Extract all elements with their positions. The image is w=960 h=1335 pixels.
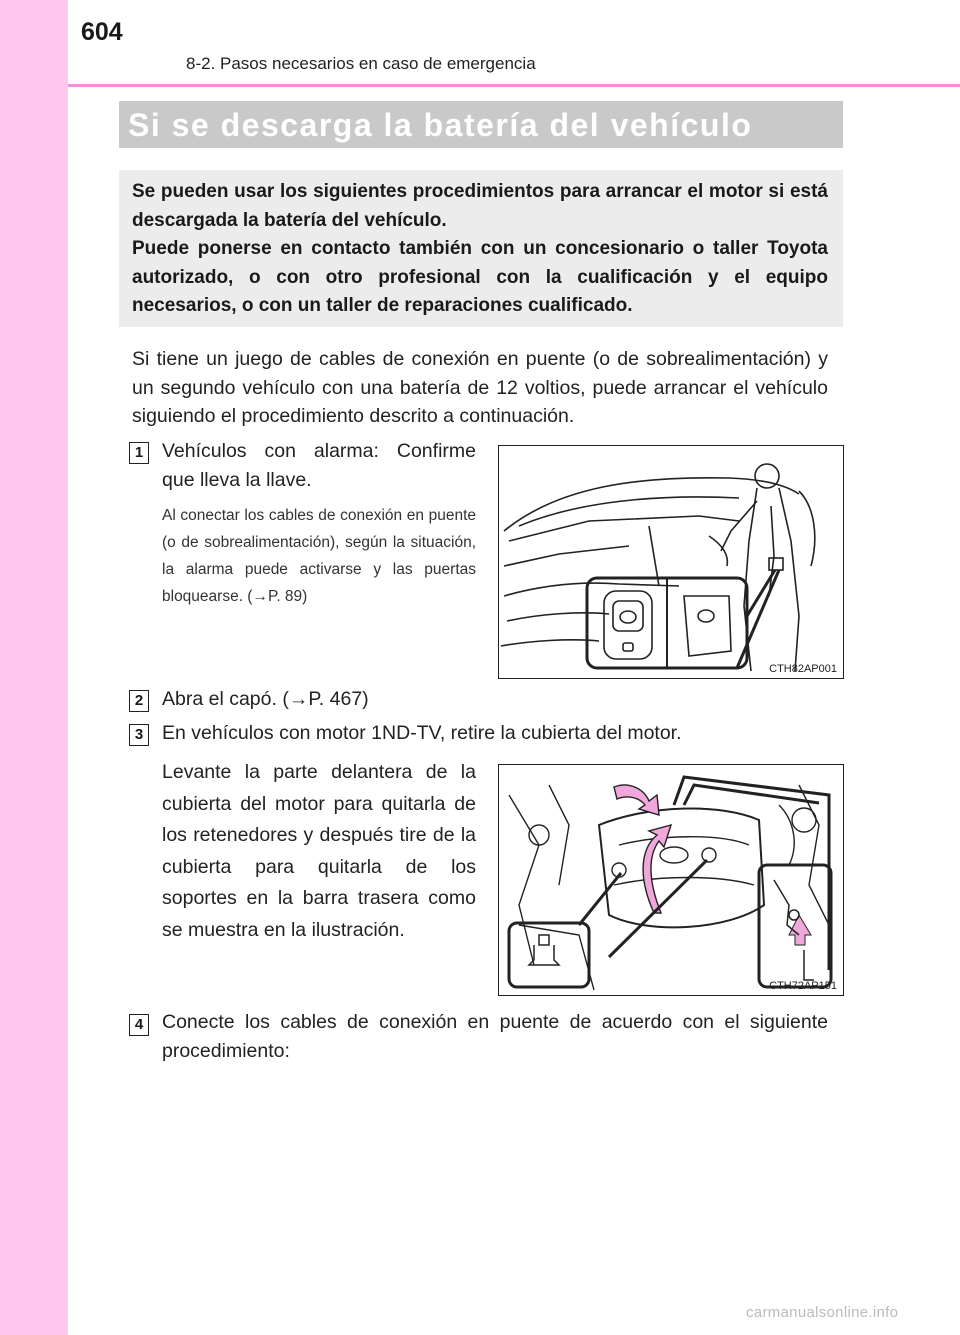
side-color-strip bbox=[0, 0, 68, 1335]
page-number: 604 bbox=[81, 18, 123, 46]
header-rule bbox=[68, 84, 960, 87]
step-1-text: Vehículos con alarma: Confirme que lleva la llave. bbox=[162, 440, 476, 491]
figure-code-1: CTH82AP001 bbox=[769, 663, 837, 675]
step-2-text: Abra el capó. (→P. 467) bbox=[162, 688, 369, 710]
chapter-heading: 8-2. Pasos necesarios en caso de emergencia bbox=[186, 54, 536, 73]
step-1-note: Al conectar los cables de conexión en puente (o de sobrealimentación), según la situación, la alarma puede activarse y las puertas bloquearse. (→P. 89) bbox=[162, 507, 476, 605]
step-4-badge: 4 bbox=[129, 1014, 149, 1036]
intro-paragraph-1: Se pueden usar los siguientes procedimientos para arrancar el motor si está descargada la batería del vehículo. bbox=[132, 181, 828, 231]
intro-paragraph-2: Puede ponerse en contacto también con un concesionario o taller Toyota autorizado, o con otro profesional con la cualificación y el equipo necesarios, o con un taller de reparaciones cualificado. bbox=[132, 238, 828, 317]
section-title: Si se descarga la batería del vehículo bbox=[128, 107, 753, 143]
figure-code-2: CTH72AP151 bbox=[769, 980, 837, 992]
step-3-detail: Levante la parte delantera de la cubierta del motor para quitarla de los retenedores y después tire de la cubierta para quitarla de los soportes en la barra trasera como se muestra en la ilustración. bbox=[162, 761, 476, 941]
step-4-text: Conecte los cables de conexión en puente de acuerdo con el siguiente procedimiento: bbox=[162, 1011, 828, 1062]
step-3-badge: 3 bbox=[129, 724, 149, 746]
footer-watermark: carmanualsonline.info bbox=[746, 1304, 899, 1321]
car-key-illustration bbox=[499, 446, 844, 679]
figure-key-car bbox=[498, 445, 844, 679]
body-paragraph: Si tiene un juego de cables de conexión en puente (o de sobrealimentación) y un segundo vehículo con una batería de 12 voltios, puede arrancar el vehículo siguiendo el procedimiento descrito a continuación. bbox=[132, 348, 828, 427]
intro-text bbox=[132, 178, 828, 321]
step-1-badge: 1 bbox=[129, 442, 149, 464]
step-3-text: En vehículos con motor 1ND-TV, retire la cubierta del motor. bbox=[162, 722, 682, 744]
step-2-badge: 2 bbox=[129, 690, 149, 712]
figure-engine-cover bbox=[498, 764, 844, 996]
engine-cover-illustration bbox=[499, 765, 844, 996]
